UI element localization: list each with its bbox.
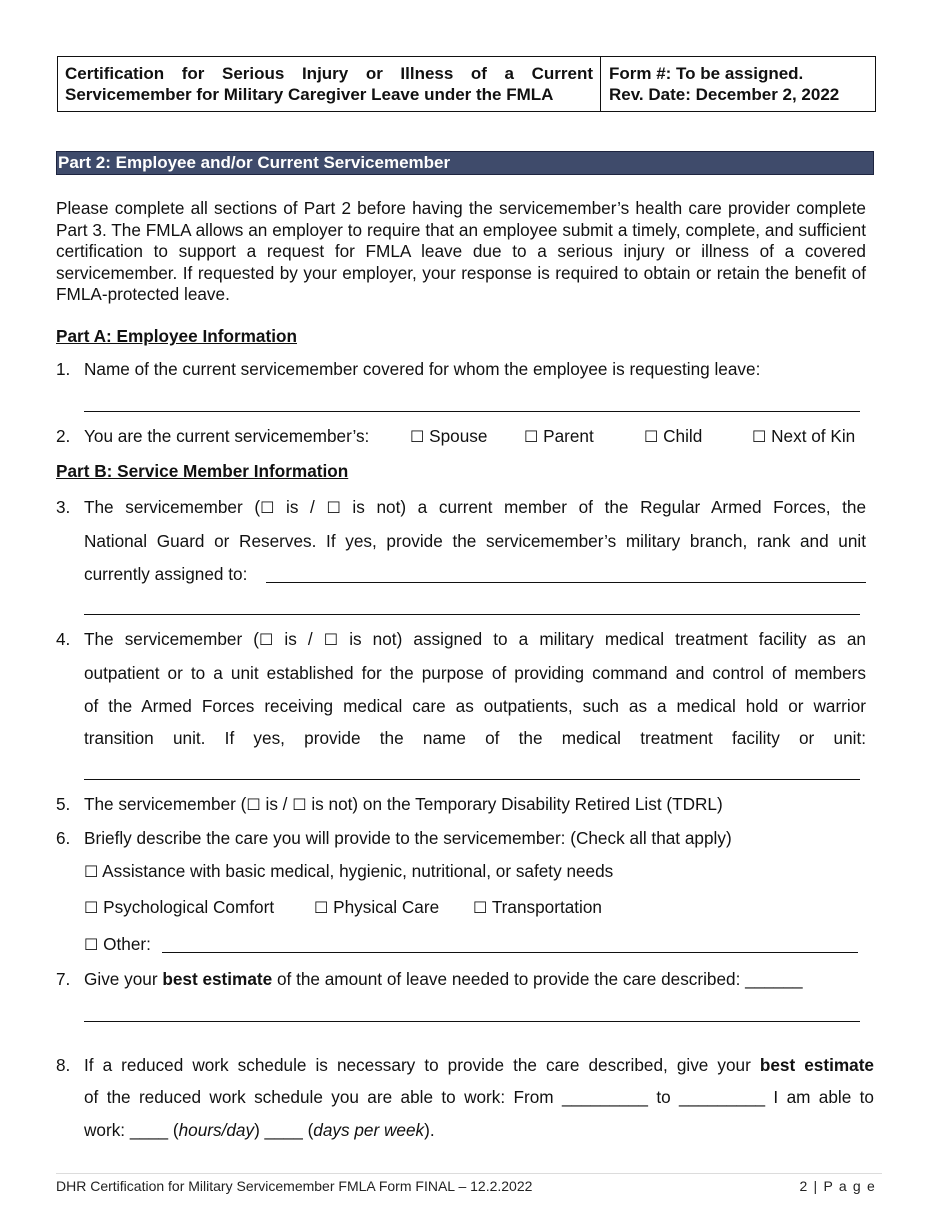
q7-text <box>84 969 803 990</box>
section-title-bar: Part 2: Employee and/or Current Servicemember <box>56 151 874 175</box>
footer-document-label: DHR Certification for Military Servicemember FMLA Form FINAL – 12.2.2022 <box>56 1178 533 1194</box>
q8-line-2: of the reduced work schedule you are able to work: From _________ to _________ I am able to <box>84 1087 874 1107</box>
form-title-line-2: Servicemember for Military Caregiver Leave under the FMLA <box>65 85 554 104</box>
checkbox-icon: ☐ <box>84 898 99 917</box>
form-title-line-1: Certification for Serious Injury or Illness of a Current <box>65 64 593 83</box>
q6-option-other[interactable] <box>84 934 151 955</box>
q8-line-3 <box>84 1120 435 1141</box>
q4-is-not-checkbox[interactable]: ☐ <box>323 630 339 649</box>
q3-line-3: currently assigned to: <box>84 564 248 584</box>
q1-number: 1. <box>56 359 71 379</box>
form-number: Form #: To be assigned. <box>609 64 804 83</box>
q6-option-transportation-label: Transportation <box>491 897 602 917</box>
q8-days-per-week: days per week <box>313 1120 425 1140</box>
q6-text: Briefly describe the care you will provide to the servicemember: (Check all that apply) <box>84 828 732 848</box>
section-intro: Please complete all sections of Part 2 before having the servicemember’s health care provider complete Part 3. The FMLA allows an employer to require that an employee submit a timely, complete, and sufficient certification to support a request for FMLA leave due to a serious injury or illness of a covered servicemember. If requested by your employer, your response is required to obtain or retain the benefit of FMLA-protected leave. <box>56 198 866 304</box>
form-meta-cell <box>601 57 875 111</box>
q8-line-1-pre: If a reduced work schedule is necessary to provide the care described, give your <box>84 1055 760 1075</box>
q8-line-3-a: work: ____ ( <box>84 1120 179 1140</box>
q7-number: 7. <box>56 969 71 989</box>
q4-line-3: of the Armed Forces receiving medical care as outpatients, such as a medical hold or warrior <box>84 696 866 716</box>
q2-option-child-label: Child <box>663 426 703 446</box>
q4-is-checkbox[interactable]: ☐ <box>258 630 274 649</box>
q2-option-parent[interactable] <box>524 426 594 447</box>
checkbox-icon: ☐ <box>752 427 767 446</box>
q2-number: 2. <box>56 426 71 446</box>
form-header-table <box>57 56 876 112</box>
q6-option-basic-needs-label: Assistance with basic medical, hygienic, nutritional, or safety needs <box>102 861 614 881</box>
q2-option-child[interactable] <box>644 426 702 447</box>
q2-option-next-of-kin[interactable] <box>752 426 855 447</box>
checkbox-icon: ☐ <box>644 427 659 446</box>
q3-number: 3. <box>56 497 71 517</box>
q4-number: 4. <box>56 629 71 649</box>
q6-option-physical-care-label: Physical Care <box>333 897 440 917</box>
q2-option-next-of-kin-label: Next of Kin <box>771 426 856 446</box>
q7-pre: Give your <box>84 969 163 989</box>
q7-post: of the amount of leave needed to provide the care described: ______ <box>272 969 803 989</box>
footer-divider <box>56 1173 882 1174</box>
q5-line <box>84 794 866 815</box>
q6-option-psychological[interactable] <box>84 897 274 918</box>
q2-option-spouse[interactable] <box>410 426 487 447</box>
q5-is-checkbox[interactable]: ☐ <box>246 795 261 814</box>
q8-line-3-b: ) ____ ( <box>254 1120 314 1140</box>
q7-bold: best estimate <box>162 969 273 989</box>
q8-line-1-bold: best estimate <box>759 1055 874 1075</box>
q3-line-1 <box>84 497 866 518</box>
checkbox-icon: ☐ <box>410 427 425 446</box>
q4-pre: The servicemember ( <box>84 629 259 649</box>
q4-answer-line[interactable] <box>84 779 860 780</box>
q6-option-basic-needs[interactable] <box>84 861 613 882</box>
q7-answer-line[interactable] <box>84 1021 860 1022</box>
q2-text: You are the current servicemember’s: <box>84 426 370 446</box>
q6-number: 6. <box>56 828 71 848</box>
q5-is: is / <box>260 794 293 814</box>
q1-answer-line[interactable] <box>84 411 860 412</box>
checkbox-icon: ☐ <box>524 427 539 446</box>
q2-option-spouse-label: Spouse <box>429 426 488 446</box>
q6-option-other-label: Other: <box>103 934 151 954</box>
q5-pre: The servicemember ( <box>84 794 247 814</box>
checkbox-icon: ☐ <box>84 935 99 954</box>
q3-answer-line-2[interactable] <box>84 614 860 615</box>
q3-is-checkbox[interactable]: ☐ <box>260 498 275 517</box>
q3-is-not-checkbox[interactable]: ☐ <box>326 498 341 517</box>
q5-is-not-checkbox[interactable]: ☐ <box>292 795 307 814</box>
q5-post: is not) on the Temporary Disability Retired List (TDRL) <box>306 794 723 814</box>
q8-line-1 <box>84 1055 874 1076</box>
q3-pre: The servicemember ( <box>84 497 261 517</box>
q4-is: is / <box>273 629 324 649</box>
part-b-heading: Part B: Service Member Information <box>56 461 349 481</box>
q8-number: 8. <box>56 1055 71 1075</box>
q4-line-4: transition unit. If yes, provide the name of the medical treatment facility or unit: <box>84 728 866 748</box>
checkbox-icon: ☐ <box>84 862 99 881</box>
q3-line-2: National Guard or Reserves. If yes, provide the servicemember’s military branch, rank and unit <box>84 531 866 551</box>
q5-number: 5. <box>56 794 71 814</box>
q3-is: is / <box>274 497 327 517</box>
q4-line-2: outpatient or to a unit established for the purpose of providing command and control of members <box>84 663 866 683</box>
q6-other-answer-line[interactable] <box>162 952 858 953</box>
q4-post: is not) assigned to a military medical treatment facility as an <box>338 629 866 649</box>
q4-line-1 <box>84 629 866 650</box>
q6-option-transportation[interactable] <box>473 897 602 918</box>
checkbox-icon: ☐ <box>473 898 488 917</box>
checkbox-icon: ☐ <box>314 898 329 917</box>
q6-option-psychological-label: Psychological Comfort <box>103 897 275 917</box>
q2-option-parent-label: Parent <box>543 426 594 446</box>
q8-line-3-c: ). <box>424 1120 435 1140</box>
q8-hours-per-day: hours/day <box>178 1120 255 1140</box>
part-a-heading: Part A: Employee Information <box>56 326 297 346</box>
form-title-cell <box>58 57 601 111</box>
q6-option-physical-care[interactable] <box>314 897 439 918</box>
q3-answer-line-1[interactable] <box>266 582 866 583</box>
revision-date: Rev. Date: December 2, 2022 <box>609 85 840 104</box>
q1-text: Name of the current servicemember covered for whom the employee is requesting leave: <box>84 359 761 379</box>
footer-page-number: 2 | P a g e <box>799 1178 876 1194</box>
q3-post: is not) a current member of the Regular Armed Forces, the <box>340 497 866 517</box>
